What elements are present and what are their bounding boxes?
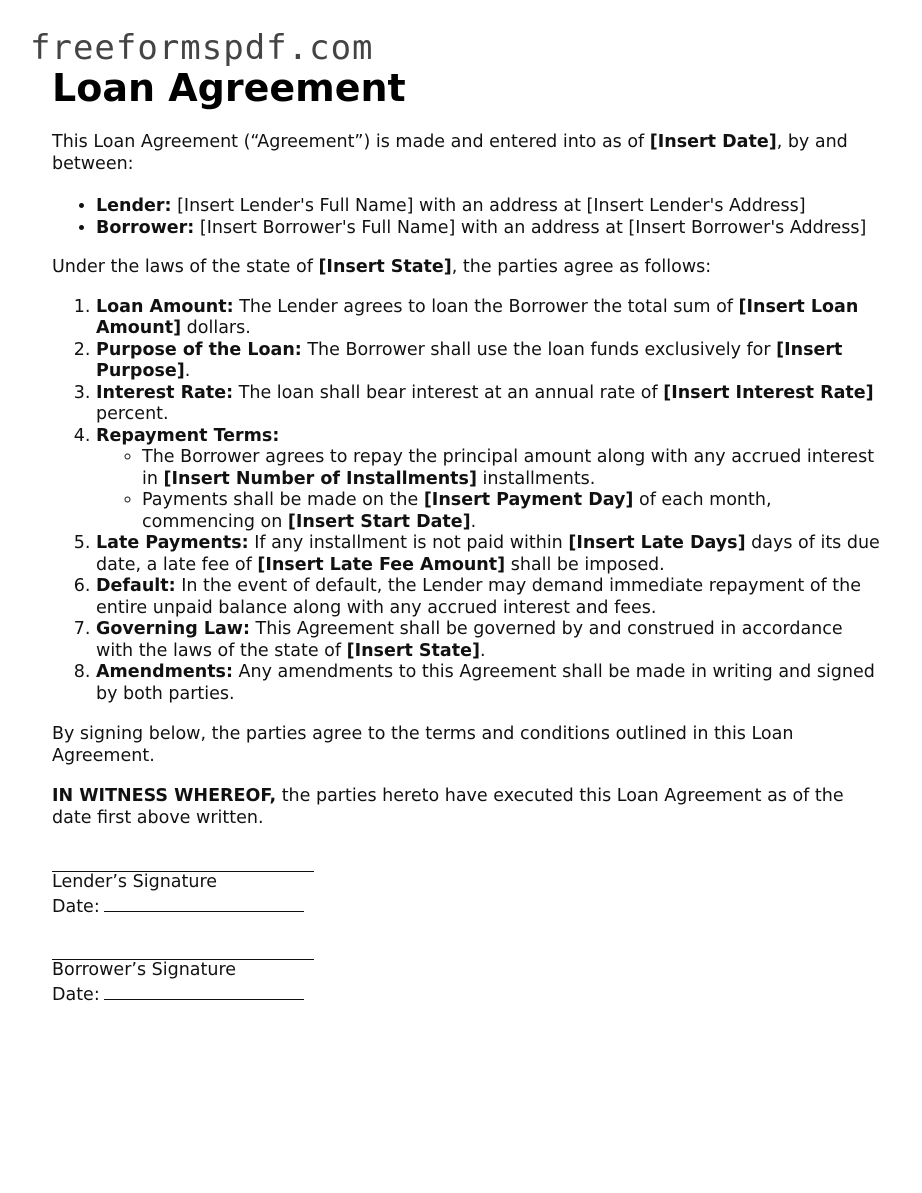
- watermark: freeformspdf.com: [30, 28, 374, 68]
- parties-list: [52, 196, 882, 239]
- lender-signature-block: [52, 851, 882, 918]
- party-lender: • Lender: [Insert Lender's Full Name] with an address at [Insert Lender's Address]: [96, 196, 882, 218]
- repayment-sublist: [96, 447, 882, 533]
- witness-paragraph: IN WITNESS WHEREOF, the parties hereto have executed this Loan Agreement as of the date first above written.: [52, 786, 844, 828]
- borrower-signature-block: [52, 939, 882, 1006]
- document-page: [52, 66, 882, 1006]
- repayment-schedule: ◦ Payments shall be made on the [Insert Payment Day] of each month, commencing on [Insert Start Date].: [142, 490, 882, 533]
- lender-date-row: Date:: [52, 894, 882, 919]
- term-loan-amount: 1. Loan Amount: The Lender agrees to loan the Borrower the total sum of [Insert Loan Amount] dollars.: [96, 297, 882, 340]
- term-interest-rate: 3. Interest Rate: The loan shall bear interest at an annual rate of [Insert Interest Rate] percent.: [96, 383, 882, 426]
- page-title: Loan Agreement: [52, 66, 406, 110]
- lender-signature-line[interactable]: [52, 851, 314, 872]
- lender-date-line[interactable]: [104, 894, 304, 912]
- repayment-installments: ◦ The Borrower agrees to repay the principal amount along with any accrued interest in [Insert Number of Installments] installments.: [142, 447, 882, 490]
- date-field: [Insert Date]: [649, 132, 777, 152]
- lender-signature-label: Lender’s Signature: [52, 872, 218, 892]
- intro-paragraph: This Loan Agreement (“Agreement”) is made and entered into as of [Insert Date], by and between:: [52, 132, 848, 174]
- borrower-signature-label: Borrower’s Signature: [52, 960, 237, 980]
- term-repayment: 4. Repayment Terms: ◦ The Borrower agrees to repay the principal amount along with any accrued interest in [Insert Number of Installments] installments. ◦ Payments shall be made on the [Insert Payment Day] of each month, commencing on [Insert Start Date].: [96, 426, 882, 534]
- term-default: 6. Default: In the event of default, the Lender may demand immediate repayment of the entire unpaid balance along with any accrued interest and fees.: [96, 576, 882, 619]
- borrower-signature-line[interactable]: [52, 939, 314, 960]
- borrower-date-row: Date:: [52, 982, 882, 1007]
- governing-state-paragraph: Under the laws of the state of [Insert State], the parties agree as follows:: [52, 257, 712, 277]
- term-amendments: 8. Amendments: Any amendments to this Agreement shall be made in writing and signed by both parties.: [96, 662, 882, 705]
- terms-list: [52, 297, 882, 706]
- term-governing-law: 7. Governing Law: This Agreement shall be governed by and construed in accordance with the laws of the state of [Insert State].: [96, 619, 882, 662]
- party-borrower: • Borrower: [Insert Borrower's Full Name] with an address at [Insert Borrower's Address]: [96, 218, 882, 240]
- term-purpose: 2. Purpose of the Loan: The Borrower shall use the loan funds exclusively for [Insert Purpose].: [96, 340, 882, 383]
- state-field: [Insert State]: [318, 257, 452, 277]
- closing-paragraph: By signing below, the parties agree to the terms and conditions outlined in this Loan Agreement.: [52, 724, 794, 766]
- term-late-payments: 5. Late Payments: If any installment is not paid within [Insert Late Days] days of its due date, a late fee of [Insert Late Fee Amount] shall be imposed.: [96, 533, 882, 576]
- borrower-date-line[interactable]: [104, 982, 304, 1000]
